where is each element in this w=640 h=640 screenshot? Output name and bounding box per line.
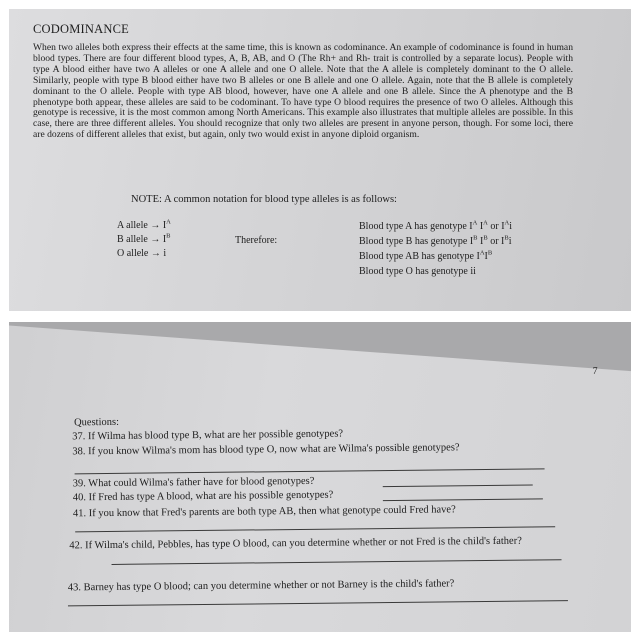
answer-line-42 (112, 559, 562, 565)
allele-notation-list (117, 219, 171, 261)
questions-page (9, 322, 631, 632)
section-title: CODOMINANCE (33, 22, 129, 36)
answer-line-41 (75, 526, 555, 532)
notation-note: NOTE: A common notation for blood type alleles is as follows: (131, 194, 397, 205)
question-37: 37. If Wilma has blood type B, what are her possible genotypes? (72, 428, 344, 443)
therefore-label: Therefore: (235, 235, 278, 246)
question-42: 42. If Wilma's child, Pebbles, has type O blood, can you determine whether or not Fred is the child's father? (69, 535, 522, 552)
genotype-a-row: Blood type A has genotype $I^A$ $I^A$ or $I^Ai$ (359, 219, 513, 232)
questions-heading: Questions: (74, 416, 120, 429)
allele-a-row: A allele → $I^A$ (117, 218, 171, 231)
genotype-list (359, 219, 512, 279)
question-40: 40. If Fred has type A blood, what are his possible genotypes? (72, 489, 334, 504)
bottom-photo (9, 322, 631, 632)
codominance-paragraph: When two alleles both express their effects at the same time, this is known as codominance. An example of codominance is found in human blood types. There are four different blood types, A, B, AB, and O (The Rh+ and Rh- trait is controlled by a separate locus). People with type A blood either have two A alleles or one A allele and one O allele. Note that the A allele is completely dominant to the O allele. Similarly, people with type B blood either have two B alleles or one B allele and one O allele. Again, note that the B allele is completely dominant to the O allele. People with type AB blood, however, have one A allele and one B allele. Since the A phenotype and the B phenotype both appear, these alleles are said to be codominant. To have type O blood requires the presence of two O alleles. Although this genotype is recessive, it is the most common among North Americans. This example also illustrates that multiple alleles are possible. In this case, there are three different alleles. You should recognize that only two alleles are present in anyone person, though. For some loci, there are dozens of different alleles that exist, but again, only two would exist in anyone diploid organism. (33, 42, 573, 141)
allele-o-row: O allele → i (117, 248, 167, 259)
top-photo (9, 9, 631, 311)
answer-line-40 (383, 498, 543, 501)
answer-line-39 (383, 485, 533, 488)
genotype-o-row: Blood type O has genotype ii (359, 266, 476, 277)
question-38: 38. If you know Wilma's mom has blood type O, now what are Wilma's possible genotypes? (72, 442, 460, 458)
answer-line-43 (68, 600, 568, 606)
page-number: 7 (592, 365, 598, 377)
genotype-ab-row: Blood type AB has genotype $I^AI^B$ (359, 249, 493, 262)
question-39: 39. What could Wilma's father have for blood genotypes? (72, 475, 315, 490)
genotype-b-row: Blood type B has genotype $I^B$ $I^B$ or $I^Bi$ (359, 234, 512, 247)
answer-line-38 (75, 468, 545, 474)
allele-b-row: B allele → $I^B$ (117, 232, 171, 245)
question-43: 43. Barney has type O blood; can you determine whether or not Barney is the child's father? (67, 578, 455, 594)
question-41: 41. If you know that Fred's parents are both type AB, then what genotype could Fred have? (72, 504, 456, 520)
